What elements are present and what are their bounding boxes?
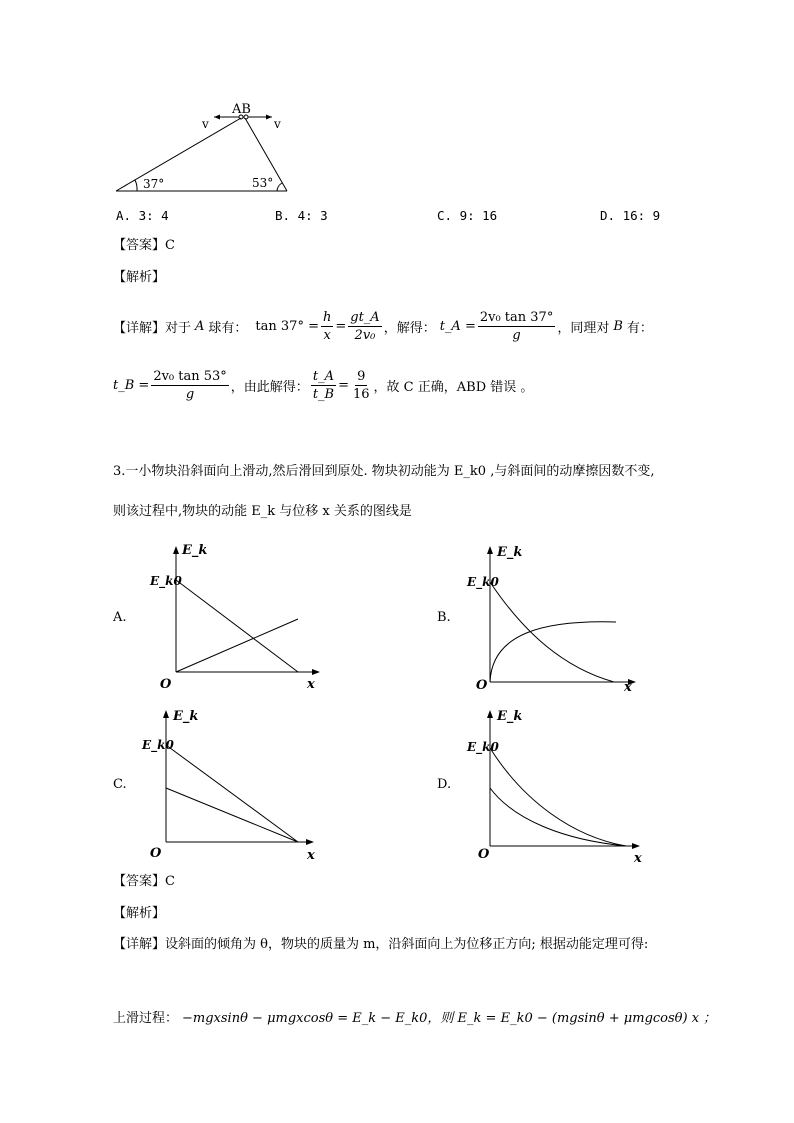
graph-c-letter: C. bbox=[113, 777, 127, 792]
graph-a-origin: O bbox=[160, 677, 172, 690]
q3-answer-label: 【答案】C bbox=[113, 874, 175, 889]
option-d: D. 16: 9 bbox=[600, 208, 661, 223]
graph-d bbox=[464, 702, 654, 864]
q2-detail-line1 bbox=[113, 306, 653, 346]
q2-detail-prefix: 【详解】对于 bbox=[113, 320, 192, 336]
graph-c bbox=[140, 702, 340, 864]
eq1-frac-gt-2v bbox=[348, 310, 381, 343]
graph-b-letter: B. bbox=[437, 610, 451, 625]
q2-detail-suffix: ，故 C 正确，ABD 错误 。 bbox=[373, 379, 534, 395]
ball-b-label: B bbox=[613, 318, 623, 334]
eq4-frac2-num: 9 bbox=[357, 368, 366, 384]
eq4-eq: = bbox=[338, 377, 349, 393]
graph-c-origin: O bbox=[150, 846, 162, 861]
eq1-frac-h-x bbox=[321, 310, 333, 343]
option-a: A. 3: 4 bbox=[116, 208, 169, 223]
eq2-frac bbox=[478, 310, 555, 343]
eq1-frac2-num: gt_A bbox=[350, 309, 380, 325]
eq3-frac-num: 2v₀ tan 53° bbox=[153, 368, 227, 384]
label-angle-53: 53° bbox=[252, 176, 274, 190]
q3-stem-line1: 3.一小物块沿斜面向上滑动,然后滑回到原处. 物块初动能为 E_k0 ,与斜面间的动摩擦因数不变, bbox=[113, 464, 655, 479]
q2-answer-label: 【答案】C bbox=[113, 238, 175, 253]
eq2-frac-den: g bbox=[512, 327, 521, 343]
graph-d-xaxis-label: x bbox=[634, 851, 642, 864]
eq1-eq: = bbox=[335, 318, 347, 334]
q2-detail-mid2: ，解得： bbox=[383, 320, 436, 336]
q2-detail-line2 bbox=[113, 365, 533, 405]
eq3-frac-den: g bbox=[185, 386, 195, 402]
eq4-frac-ratio bbox=[311, 369, 336, 402]
graph-a bbox=[140, 538, 340, 690]
eq4-frac2-den: 16 bbox=[353, 386, 370, 402]
eq4-frac1-num: t_A bbox=[312, 368, 335, 384]
eq1-left: tan 37° = bbox=[255, 318, 319, 334]
label-ab: AB bbox=[232, 102, 251, 117]
q2-detail-mid3: ，同理对 bbox=[557, 320, 610, 336]
q2-analysis-label: 【解析】 bbox=[113, 270, 166, 285]
graph-a-xaxis-label: x bbox=[307, 677, 315, 690]
q3-detail-line: 【详解】设斜面的倾角为 θ，物块的质量为 m，沿斜面向上为位移正方向; 根据动能定理可得: bbox=[113, 937, 649, 952]
graph-a-ek0-label: E_k0 bbox=[150, 574, 182, 588]
graph-b-origin: O bbox=[476, 678, 488, 693]
projectile-triangle-figure bbox=[110, 98, 300, 198]
q3-upward-equation: −mgxsinθ − μmgxcosθ = E_k − E_k0，则 E_k = E_k0 − (mgsinθ + μmgcosθ) x ； bbox=[182, 1010, 717, 1026]
label-angle-37: 37° bbox=[143, 177, 165, 191]
label-v-right: v bbox=[274, 117, 281, 131]
graph-c-xaxis-label: x bbox=[307, 848, 315, 863]
graph-b-yaxis-label: E_k bbox=[497, 545, 523, 560]
eq3-frac bbox=[151, 369, 228, 402]
eq4-frac-9-16 bbox=[351, 369, 372, 402]
q2-detail-mid1: 球有： bbox=[208, 320, 248, 336]
q3-analysis-label: 【解析】 bbox=[113, 906, 166, 921]
graph-c-ek0-label: E_k0 bbox=[142, 738, 174, 752]
eq3-left: t_B = bbox=[113, 377, 150, 393]
label-v-left: v bbox=[202, 117, 209, 131]
q3-stem-line2: 则该过程中,物块的动能 E_k 与位移 x 关系的图线是 bbox=[113, 504, 412, 519]
eq2-left: t_A = bbox=[439, 318, 476, 334]
graph-b-ek0-label: E_k0 bbox=[467, 575, 499, 589]
graph-a-yaxis-label: E_k bbox=[182, 543, 208, 558]
graph-b bbox=[464, 538, 654, 700]
graph-d-origin: O bbox=[478, 847, 490, 862]
graph-d-yaxis-label: E_k bbox=[497, 709, 523, 724]
eq1-frac2-den: 2v₀ bbox=[354, 327, 376, 343]
ball-a-label: A bbox=[195, 318, 205, 334]
eq4-frac1-den: t_B bbox=[312, 386, 335, 402]
graph-b-xaxis-label: x bbox=[624, 680, 632, 695]
eq1-frac1-num: h bbox=[322, 309, 332, 325]
option-b: B. 4: 3 bbox=[275, 208, 328, 223]
eq2-frac-num: 2v₀ tan 37° bbox=[479, 309, 554, 325]
graph-d-letter: D. bbox=[437, 777, 452, 792]
graph-a-letter: A. bbox=[113, 610, 127, 625]
eq1-frac1-den: x bbox=[323, 327, 331, 343]
q3-upward-line bbox=[113, 1004, 716, 1028]
option-c: C. 9: 16 bbox=[437, 208, 498, 223]
q3-upward-prefix: 上滑过程： bbox=[113, 1010, 179, 1026]
q2-detail-mid5: ，由此解得： bbox=[230, 379, 309, 395]
q2-detail-mid4: 有： bbox=[626, 320, 653, 336]
graph-c-yaxis-label: E_k bbox=[173, 709, 199, 724]
graph-d-ek0-label: E_k0 bbox=[467, 740, 499, 754]
